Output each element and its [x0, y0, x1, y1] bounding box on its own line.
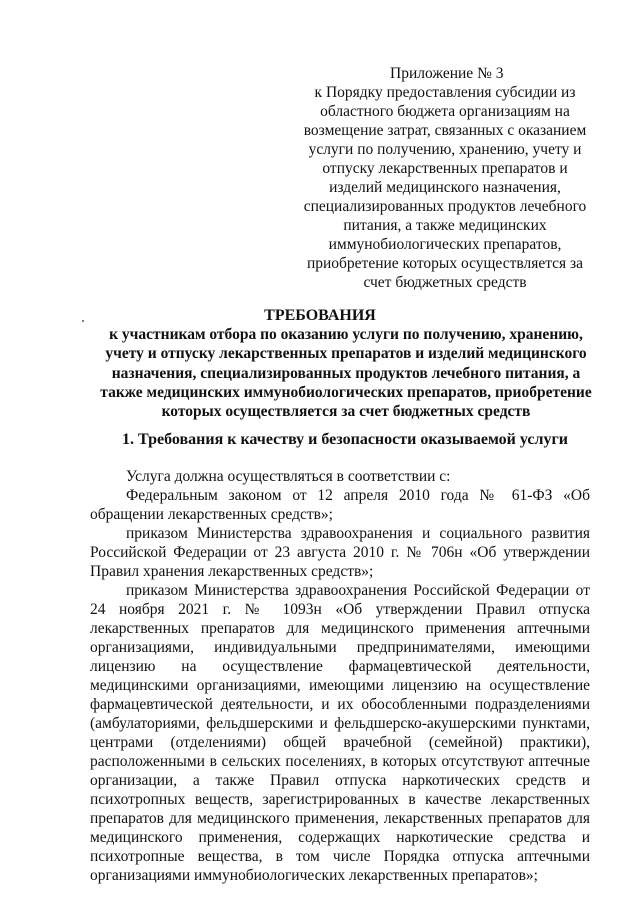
- body-text: [90, 467, 590, 885]
- paragraph: Федеральным законом от 12 апреля 2010 года № 61-ФЗ «Об обращении лекарственных средств»;: [90, 487, 590, 523]
- paragraph: приказом Министерства здравоохранения Российской Федерации от 24 ноября 2021 г. № 1093н «Об утверждении Правил отпуска лекарственных препаратов для медицинского применения аптечными организациями, индивидуальными предпринимателями, имеющими лицензию на осуществление фармацевтической деятельности, медицинскими организациями, имеющими лицензию на осуществление фармацевтической деятельности, и их обособленными подразделениями (амбулаториями, фельдшерскими и фельдшерско-акушерскими пунктами, центрами (отделениями) общей врачебной (семейной) практики), расположенными в сельских поселениях, в которых отсутствуют аптечные организации, а также Правил отпуска наркотических средств и психотропных веществ, зарегистрированных в качестве лекарственных препаратов для медицинского применения, лекарственных препаратов для медицинского применения, содержащих наркотические средства и психотропные вещества, в том числе Порядка отпуска аптечными организациями иммунобиологических лекарственных препаратов»;: [90, 582, 590, 884]
- paragraph: Услуга должна осуществляться в соответствии с:: [126, 468, 451, 485]
- document-subtitle: к участникам отбора по оказанию услуги по получению, хранению, учету и отпуску лекарственных препаратов и изделий медицинского назначения, специализированных продуктов лечебного питания, а также медицинских иммунобиологических препаратов, приобретение которых осуществляется за счет бюджетных средств: [100, 326, 592, 421]
- appendix-text: к Порядку предоставления субсидии из областного бюджета организациям на возмещение затрат, связанных с оказанием услуги по получению, хранению, учету и отпуску лекарственных препаратов и изделий медицинского назначения, специализированных продуктов лечебного питания, а также медицинских иммунобиологических препаратов, приобретение которых осуществляется за счет бюджетных средств: [303, 84, 587, 291]
- appendix-block: [300, 64, 590, 292]
- document-title: ТРЕБОВАНИЯ: [264, 307, 376, 324]
- appendix-number: Приложение № 3: [390, 65, 504, 82]
- paragraph: приказом Министерства здравоохранения и социального развития Российской Федерации от 23 августа 2010 г. № 706н «Об утверждении Правил хранения лекарственных средств»;: [90, 525, 590, 580]
- section-heading: 1. Требования к качеству и безопасности оказываемой услуги: [122, 431, 568, 448]
